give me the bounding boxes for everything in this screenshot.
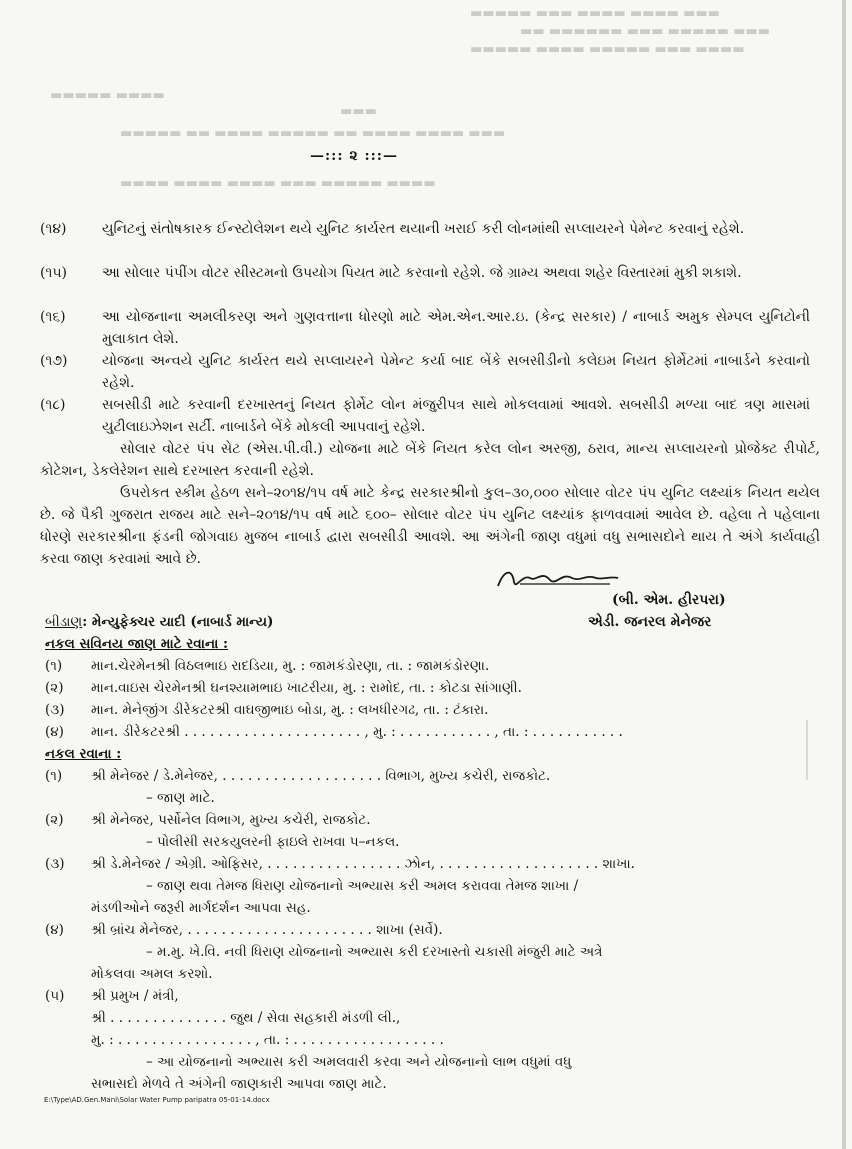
copy-row: (૧) શ્રી મેનેજર / ડે.મેનેજર, . . . . . . . . . . . . . . . . . . . વિભાગ, મુખ્ય કચેરી, રાજકોટ. [45, 768, 551, 784]
copy-info-row: (૪) માન. ડીરેકટરશ્રી . . . . . . . . . . . . . . . . . . . . . , મુ. : . . . . . . . . . . . , તા. : . . . . . . . . . . . [45, 724, 623, 740]
paragraph-application: સોલાર વોટર પંપ સેટ (એસ.પી.વી.) યોજના માટે બેંકે નિયત કરેલ લોન અરજી, ઠરાવ, માન્ય સપ્લાયરનો પ્રોજેક્ટ રીપોર્ટ, કોટેશન, ડેકલેરેશન સાથે દરખાસ્ત કરવાની રહેશે. [40, 441, 820, 479]
copy-note: – જાણ માટે. [146, 790, 215, 806]
item-number: (૧૬) [40, 309, 66, 325]
item-text: આ યોજનાના અમલીકરણ અને ગુણવત્તાના ધોરણો માટે એમ.એન.આર.ઇ. (કેન્દ્ર સરકાર) / નાબાર્ડ અમુક સેમ્પલ યુનિટોની મુલાકાત લેશે. [102, 309, 810, 347]
item-text: યુનિટનું સંતોષકારક ઈન્સ્ટોલેશન થયે યુનિટ કાર્યરત થયાની ખરાઈ કરી લોનમાંથી સપ્લાયરને પેમેન્ટ કરવાનું રહેશે. [102, 221, 745, 237]
copy-row: (૨) શ્રી મેનેજર, પર્સોનેલ વિભાગ, મુખ્ય કચેરી, રાજકોટ. [45, 812, 371, 828]
copy-note: – જાણ થવા તેમજ ધિરાણ યોજનાનો અભ્યાસ કરી અમલ કરાવવા તેમજ શાખા / [146, 878, 579, 894]
signatory-title: એડી. જનરલ મેનેજર [588, 614, 712, 630]
copy-heading: નકલ રવાના : [45, 746, 122, 762]
signatory-name: (બી. એમ. હીરપરા) [612, 592, 726, 608]
copy-info-row: (૩) માન. મેનેજીંગ ડીરેકટરશ્રી વાઘજીભાઇ બોડા, મુ. : લખધીરગઢ, તા. : ટંકારા. [45, 702, 489, 718]
copy-row: (૫) શ્રી પ્રમુખ / મંત્રી, [45, 988, 179, 1004]
copy-row: (૩) શ્રી ડે.મેનેજર / એગ્રી. ઓફિસર, . . . . . . . . . . . . . . . . ઝોન, . . . . . . . . . . . . . . . . . . . શાખા. [45, 856, 635, 872]
item-text: સબસીડી માટે કરવાની દરખાસ્તનું નિયત ફોર્મેટ લોન મંજુરીપત્ર સાથે મોકલવામાં આવશે. સબસીડી મળ્યા બાદ ત્રણ માસમાં યુટીલાઇઝેશન સર્ટી. નાબાર્ડને બેંકે મોકલી આપવાનું રહેશે. [102, 397, 810, 435]
bleed-through-text: ▬▬▬ ▬▬▬▬ ▬▬▬▬ ▬▬▬ ▬▬▬▬▬ ▬▬▬ ▬▬▬▬▬ ▬▬▬ ▬▬▬▬▬▬ ▬▬ ▬▬▬▬ ▬▬▬ ▬▬▬▬▬ ▬▬▬▬ ▬▬▬▬▬ ▬▬▬▬ ▬▬▬▬▬ ▬▬▬ ▬▬▬ ▬▬▬▬ ▬▬▬▬ ▬▬ ▬▬▬▬▬ ▬▬▬▬ ▬▬ ▬▬▬▬▬ ▬▬▬▬ ▬▬▬▬▬ ▬▬▬ ▬▬▬▬ ▬▬▬▬ ▬▬▬▬ [50, 6, 770, 191]
copy-row: (૪) શ્રી બ્રાંચ મેનેજર, . . . . . . . . . . . . . . . . . . . . . . શાખા (સર્વે). [45, 922, 443, 938]
enclosure-text: : મેન્યુફેક્ચર યાદી (નાબાર્ડ માન્ય) [82, 614, 274, 630]
copy-note: – મ.મુ. ખે.વિ. નવી ધિરાણ યોજનાનો અભ્યાસ કરી દરખાસ્તો ચકાસી મંજુરી માટે અત્રે [146, 944, 603, 960]
item-number: (૧૭) [40, 353, 68, 369]
page-edge [842, 0, 846, 1149]
page-fold-mark [806, 720, 822, 780]
copy-note-cont: મોકલવા અમલ કરશો. [91, 966, 213, 982]
copy-note: – પોલીસી સરકયુલરની ફાઇલે રાખવા ૫–નકલ. [146, 834, 400, 850]
enclosure-label: બીડાણ [45, 614, 83, 630]
paragraph-target: ઉપરોકત સ્કીમ હેઠળ સને–૨૦૧૪/૧૫ વર્ષ માટે કેન્દ્ર સરકારશ્રીનો કુલ–૩૦,૦૦૦ સોલાર વોટર પંપ યુનિટ લક્ષ્યાંક નિયત થયેલ છે. જે પૈકી ગુજરાત રાજય માટે સને–૨૦૧૪/૧૫ વર્ષ માટે ૬૦૦– સોલાર વોટર પંપ યુનિટ લક્ષ્યાંક ફાળવવામાં આવેલ છે. વહેલા તે પહેલાના ધોરણે સરકારશ્રીના ફંડની જોગવાઇ મુજબ નાબાર્ડ દ્વારા સબસીડી આવશે. આ અંગેની જાણ વધુમાં વધુ સભાસદોને થાય તે અંગે કાર્યવાહી કરવા જાણ કરવામાં આવે છે. [40, 485, 820, 567]
copy-info-heading: નકલ સવિનય જાણ માટે રવાના : [45, 636, 229, 652]
item-number: (૧૪) [40, 221, 67, 237]
item-number: (૧૫) [40, 265, 67, 281]
copy-info-row: (૧) માન.ચેરમેનશ્રી વિઠલભાઇ રાદડિયા, મુ. : જામકંડોરણા, તા. : જામકંડોરણા. [45, 658, 490, 674]
item-number: (૧૮) [40, 397, 66, 413]
copy-note: – આ યોજનાનો અભ્યાસ કરી અમલવારી કરવા અને યોજનાનો લાભ વધુમાં વધુ [146, 1054, 572, 1070]
item-text: યોજના અન્વયે યુનિટ કાર્યરત થયે સપ્લાયરને પેમેન્ટ કર્યા બાદ બેંકે સબસીડીનો કલેઇમ નિયત ફોર્મેટમાં નાબાર્ડને કરવાનો રહેશે. [102, 353, 810, 391]
enclosure-line [45, 611, 273, 633]
copy-note-cont: સભાસદો મેળવે તે અંગેની જાણકારી આપવા જાણ માટે. [91, 1076, 387, 1092]
copy-note-cont: મંડળીઓને જરૂરી માર્ગદર્શન આપવા સહ. [91, 900, 311, 916]
copy-line: શ્રી . . . . . . . . . . . . . . જુથ / સેવા સહકારી મંડળી લી., [91, 1010, 401, 1026]
page-number: —::: ૨ :::— [310, 148, 398, 164]
copy-line: મુ. : . . . . . . . . . . . . . . . . , તા. : . . . . . . . . . . . . . . . . . . [91, 1032, 444, 1048]
item-text: આ સોલાર પંપીંગ વોટર સીસ્ટમનો ઉપયોગ પિયત માટે કરવાનો રહેશે. જે ગ્રામ્ય અથવા શહેર વિસ્તારમાં મુકી શકાશે. [102, 265, 742, 281]
copy-info-row: (૨) માન.વાઇસ ચેરમેનશ્રી ઘનશ્યામભાઇ ખાટરીયા, મુ. : રામોદ, તા. : કોટડા સાંગાણી. [45, 680, 522, 696]
file-path-footer: E:\Type\AD.Gen.Mani\Solar Water Pump paripatra 05-01-14.docx [44, 1096, 270, 1104]
